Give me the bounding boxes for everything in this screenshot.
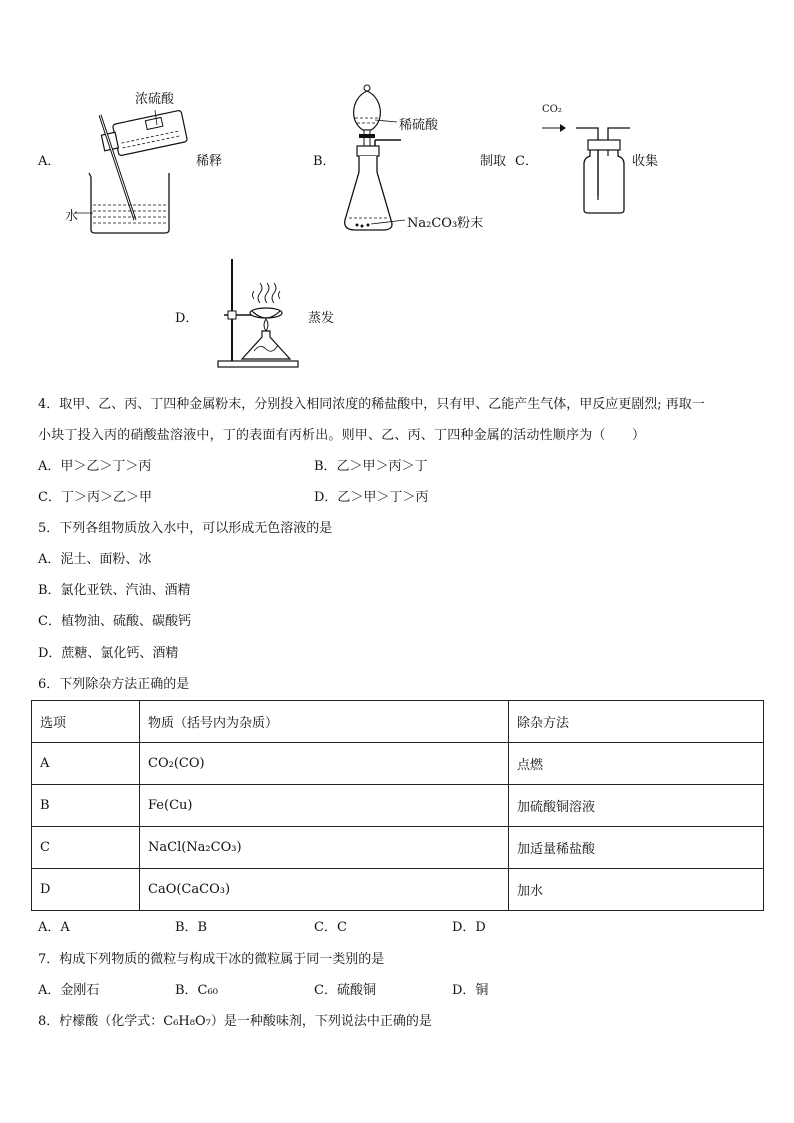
header-method: 除杂方法 [509, 701, 764, 743]
option-a-caption: 稀释 [196, 154, 223, 169]
q5-option-d[interactable]: D．蔗糖、氯化钙、酒精 [38, 646, 179, 661]
q4-option-c[interactable]: C．丁＞丙＞乙＞甲 [38, 490, 152, 505]
q7-option-b[interactable]: B．C₆₀ [175, 983, 218, 998]
impurity-removal-table [31, 700, 764, 911]
row-c-method: 加适量稀盐酸 [509, 827, 764, 869]
q6-stem: 6．下列除杂方法正确的是 [38, 677, 190, 692]
option-c-letter: C． [515, 154, 538, 169]
gas-collection-bottle-figure [538, 100, 638, 215]
option-c-caption: 收集 [632, 154, 659, 169]
row-a-substance: CO₂(CO) [140, 743, 509, 785]
row-d-method: 加水 [509, 869, 764, 911]
label-dilute-acid: 稀硫酸 [399, 118, 439, 133]
q8-stem: 8．柠檬酸（化学式：C₆H₈O₇）是一种酸味剂，下列说法中正确的是 [38, 1014, 432, 1029]
q4-option-b[interactable]: B．乙＞甲＞丙＞丁 [314, 459, 428, 474]
q6-option-a[interactable]: A．A [38, 920, 70, 935]
header-option: 选项 [32, 701, 140, 743]
row-c-option: C [32, 827, 140, 869]
option-b-caption: 制取 [480, 154, 507, 169]
q7-stem: 7．构成下列物质的微粒与构成干冰的微粒属于同一类别的是 [38, 952, 385, 967]
label-water: 水 [65, 209, 79, 224]
q6-option-d[interactable]: D．D [452, 920, 486, 935]
q5-stem: 5．下列各组物质放入水中，可以形成无色溶液的是 [38, 521, 333, 536]
q4-stem-line2: 小块丁投入丙的硝酸盐溶液中，丁的表面有丙析出。则甲、乙、丙、丁四种金属的活动性顺序为（ ） [38, 428, 646, 443]
q7-option-a[interactable]: A．金刚石 [38, 983, 100, 998]
header-substance: 物质（括号内为杂质） [140, 701, 509, 743]
row-d-substance: CaO(CaCO₃) [140, 869, 509, 911]
q7-option-c[interactable]: C．硫酸铜 [314, 983, 376, 998]
option-d-letter: D． [175, 311, 199, 326]
q4-option-d[interactable]: D．乙＞甲＞丁＞丙 [314, 490, 429, 505]
label-co2: CO₂ [542, 104, 562, 115]
table-row [32, 785, 764, 827]
option-d-caption: 蒸发 [308, 311, 335, 326]
q6-option-b[interactable]: B．B [175, 920, 208, 935]
row-d-option: D [32, 869, 140, 911]
row-c-substance: NaCl(Na₂CO₃) [140, 827, 509, 869]
row-b-method: 加硫酸铜溶液 [509, 785, 764, 827]
q4-stem-line1: 4．取甲、乙、丙、丁四种金属粉末，分别投入相同浓度的稀盐酸中，只有甲、乙能产生气体，甲反应更剧烈; 再取一 [38, 397, 705, 412]
q4-option-a[interactable]: A．甲＞乙＞丁＞丙 [38, 459, 152, 474]
row-a-option: A [32, 743, 140, 785]
option-a-letter: A． [38, 154, 61, 169]
row-a-method: 点燃 [509, 743, 764, 785]
q7-option-d[interactable]: D．铜 [452, 983, 489, 998]
table-header-row [32, 701, 764, 743]
row-b-substance: Fe(Cu) [140, 785, 509, 827]
label-concentrated-acid: 浓硫酸 [135, 92, 175, 107]
q5-option-b[interactable]: B．氯化亚铁、汽油、酒精 [38, 583, 191, 598]
table-row [32, 827, 764, 869]
q6-option-c[interactable]: C．C [314, 920, 347, 935]
q5-option-a[interactable]: A．泥土、面粉、冰 [38, 552, 152, 567]
table-row [32, 743, 764, 785]
q5-option-c[interactable]: C．植物油、硫酸、碳酸钙 [38, 614, 191, 629]
label-sodium-carbonate-powder: Na₂CO₃粉末 [407, 216, 484, 231]
table-row [32, 869, 764, 911]
option-b-letter: B． [313, 154, 336, 169]
evaporation-apparatus-figure [210, 255, 305, 370]
row-b-option: B [32, 785, 140, 827]
